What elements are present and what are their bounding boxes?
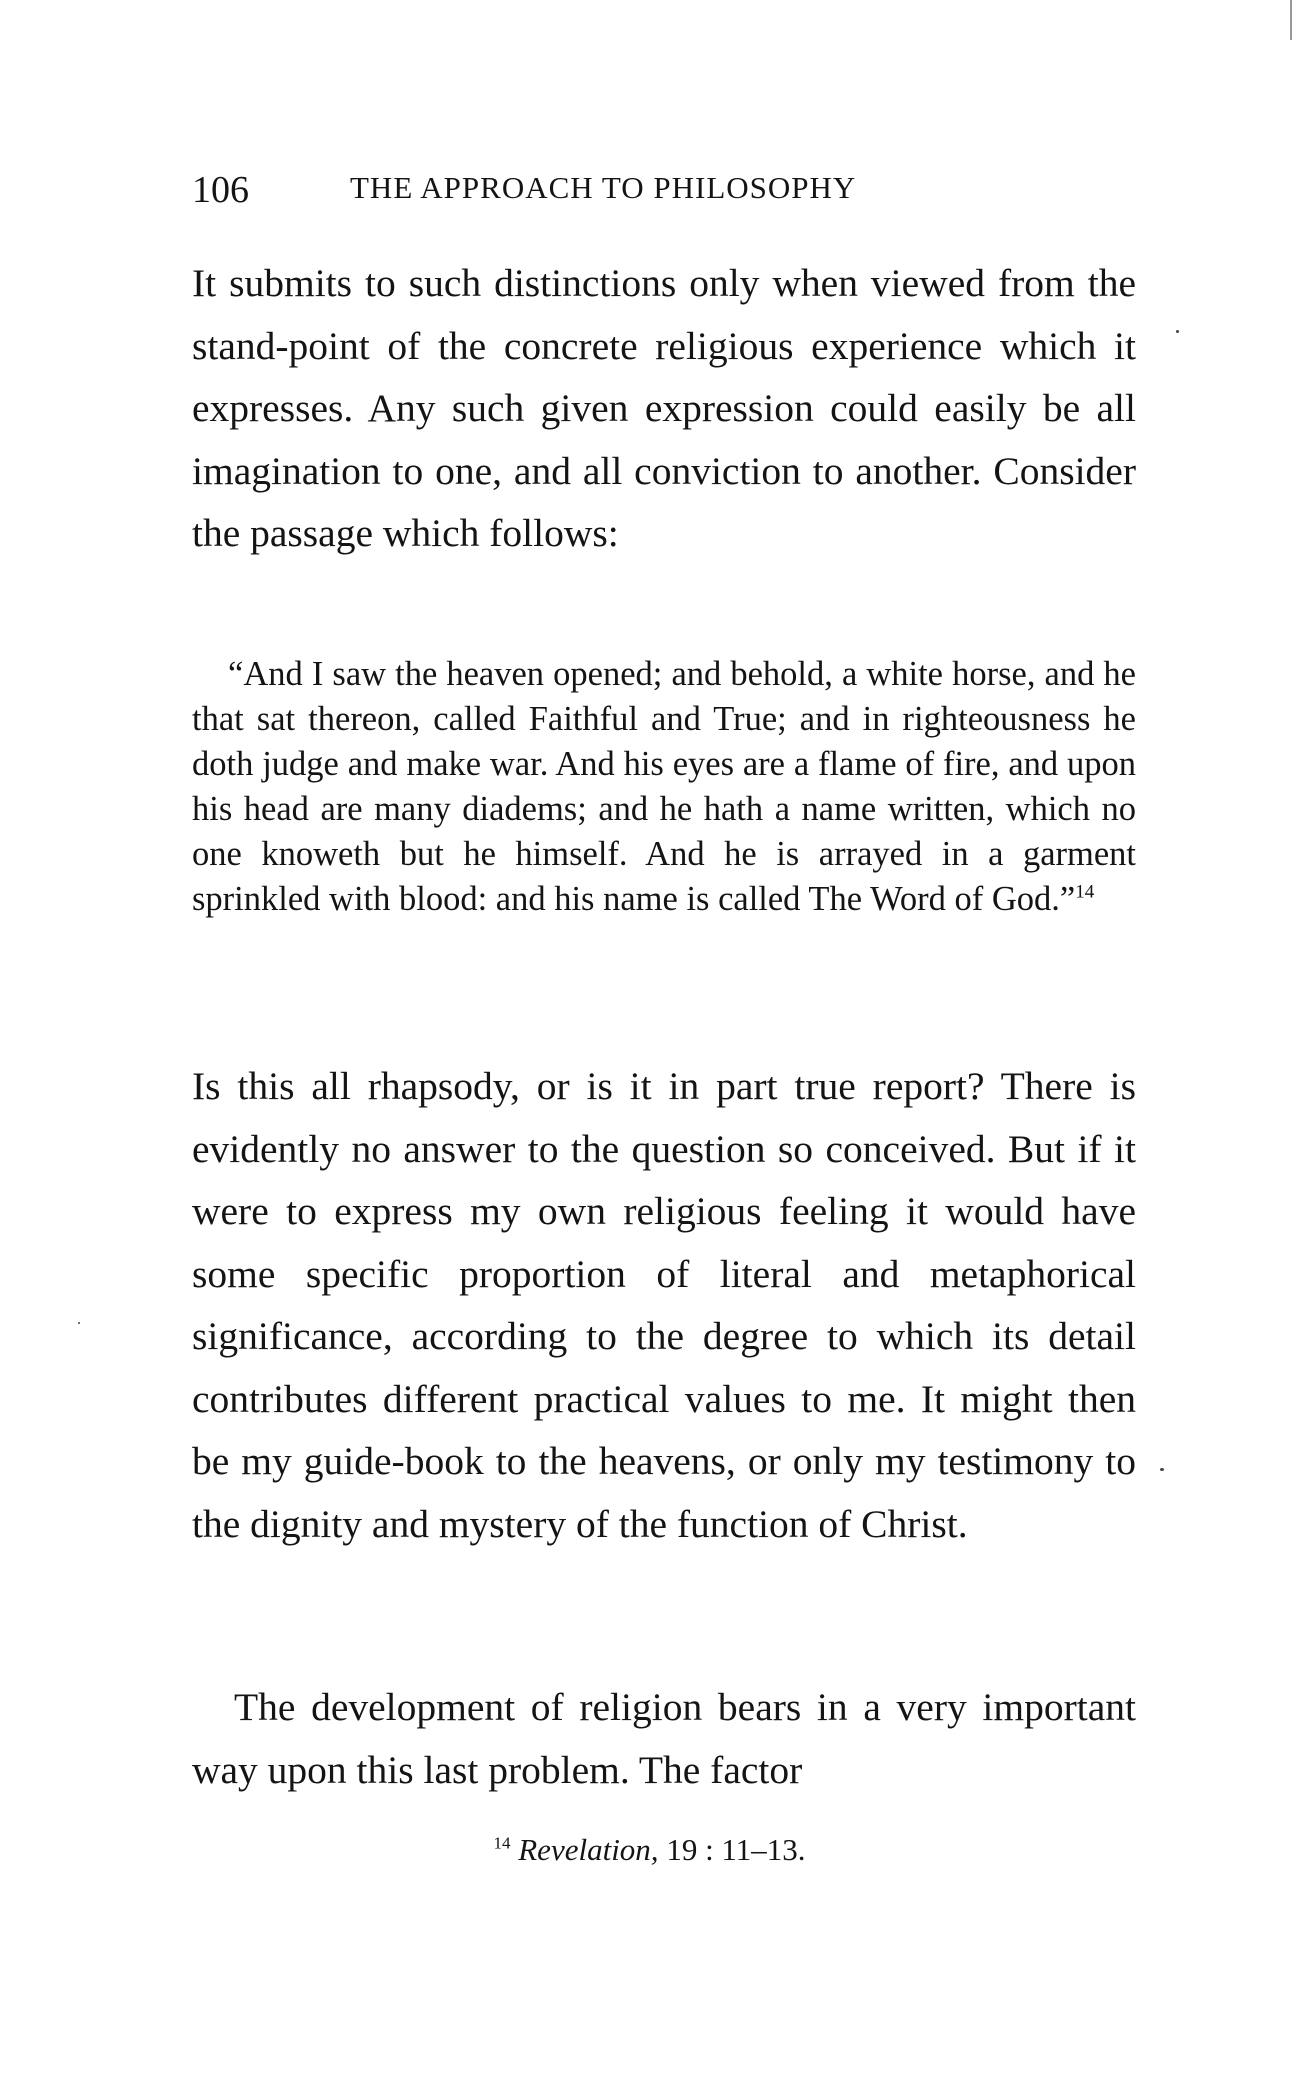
paper-speck: [1176, 330, 1179, 333]
page-header: [192, 168, 1092, 218]
paper-speck: [78, 1322, 80, 1324]
block-quote: [192, 652, 1136, 922]
page-number: 106: [192, 169, 249, 211]
paper-speck: [1160, 1468, 1164, 1471]
footnote-source: Revelation,: [518, 1832, 659, 1867]
paragraph-1: It submits to such distinctions only when viewed from the stand-point of the concrete religious experience which it expresses. Any such given expression could easily be all imagination to one, and all conviction to another. Consider the passage which follows:: [192, 261, 1136, 555]
paragraph-3: The development of religion bears in a very important way upon this last problem. The factor: [192, 1685, 1136, 1792]
paragraph-2: Is this all rhapsody, or is it in part true report? There is evidently no answer to the question so conceived. But if it were to express my own religious feeling it would have some specific proportion of literal and metaphorical significance, according to the degree to which its detail contributes different practical values to me. It might then be my guide-book to the heavens, or only my testimony to the dignity and mystery of the function of Christ.: [192, 1064, 1136, 1546]
footnote-marker: 14: [493, 1833, 511, 1853]
footnote-citation: 19 : 11–13.: [666, 1832, 806, 1867]
quote-footnote-marker: 14: [1075, 881, 1095, 903]
running-title: THE APPROACH TO PHILOSOPHY: [350, 170, 857, 205]
paper-speck: [1290, 0, 1292, 40]
quote-text: “And I saw the heaven opened; and behold, a white horse, and he that sat thereon, called Faithful and True; and in righteousness he doth judge and make war. And his eyes are a flame of fire, and upon his head are many diadems; and he hath a name written, which no one knoweth but he himself. And he is arrayed in a garment sprinkled with blood: and his name is called The Word of God.”: [192, 655, 1136, 918]
footnote: [0, 1832, 1299, 1868]
